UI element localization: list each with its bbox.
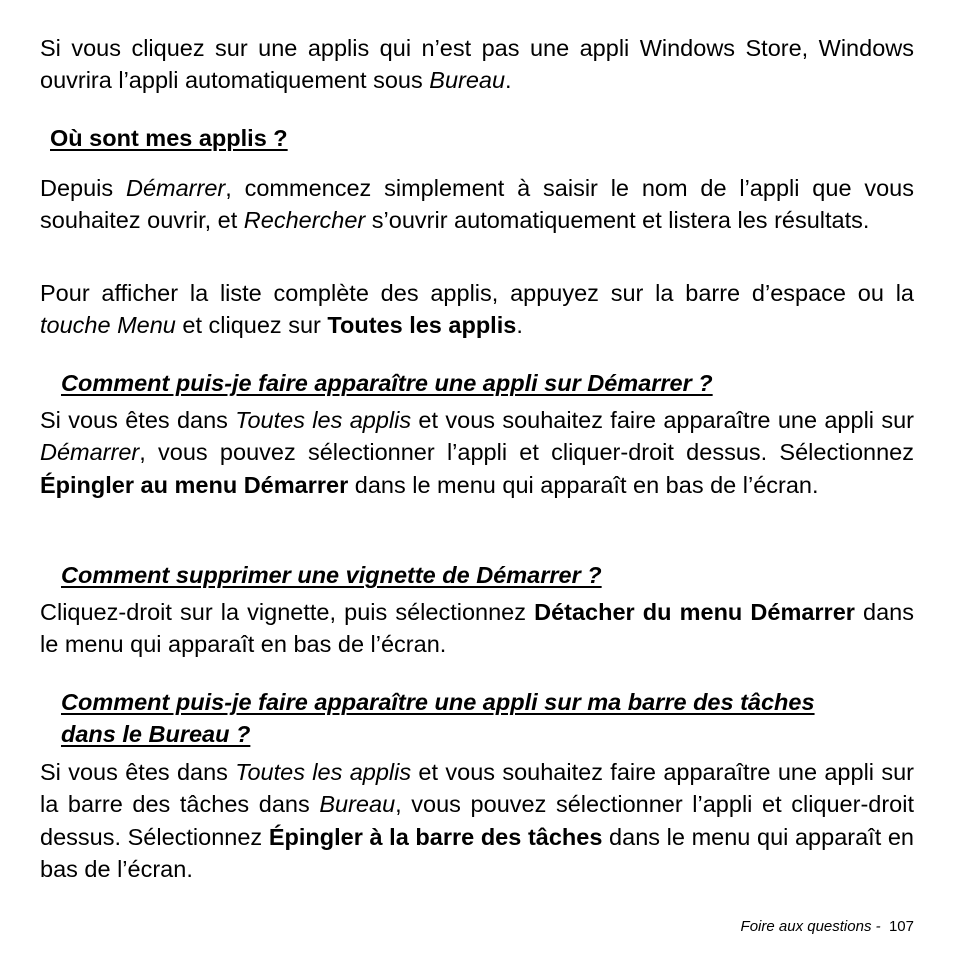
q1-emphasis-demarrer: Démarrer (40, 439, 140, 466)
q3-text-1: Si vous êtes dans (40, 759, 236, 785)
question-1-answer (40, 404, 914, 501)
search-emphasis-rechercher: Rechercher (243, 207, 366, 234)
question-1-title: Comment puis-je faire apparaître une appli sur Démarrer ? (61, 370, 713, 396)
intro-text-1: Si vous cliquez sur une applis qui n’est pas une appli Windows Store, Windows ouvrira l’appli automatiquement sous (40, 35, 914, 94)
question-2-title: Comment supprimer une vignette de Démarrer ? (61, 562, 602, 588)
q1-bold-epingler-au-menu: Épingler au menu Démarrer (40, 471, 349, 498)
q3-emphasis-toutes-les-applis: Toutes les applis (235, 759, 412, 785)
q3-title-line-1: Comment puis-je faire apparaître une appli sur ma barre des tâches (61, 689, 815, 715)
list-text-1: Pour afficher la liste complète des applis, appuyez sur la barre d’espace ou la (40, 280, 914, 306)
list-emphasis-touche-menu: touche Menu (40, 312, 176, 339)
q3-text-2: et vous souhaitez faire apparaître une appli sur la barre des tâches dans (40, 759, 914, 818)
question-3-title (61, 686, 881, 751)
q1-text-4: dans le menu qui apparaît en bas de l’écran. (348, 471, 819, 498)
q2-text-1: Cliquez-droit sur la vignette, puis sélectionnez (40, 599, 535, 625)
q3-text-3: , vous pouvez sélectionner l’appli et cliquer-droit dessus. Sélectionnez (40, 791, 914, 850)
q3-emphasis-bureau: Bureau (319, 791, 396, 818)
q1-text-2: et vous souhaitez faire apparaître une appli sur (411, 407, 914, 433)
q1-emphasis-toutes-les-applis: Toutes les applis (235, 407, 412, 433)
q2-bold-detacher-du-menu: Détacher du menu Démarrer (534, 599, 855, 625)
search-text-1: Depuis (40, 175, 126, 201)
page-footer (741, 917, 914, 937)
q3-title-line-2: dans le Bureau ? (61, 721, 251, 748)
search-emphasis-demarrer: Démarrer (126, 175, 226, 201)
q1-text-1: Si vous êtes dans (40, 407, 236, 433)
search-paragraph (40, 172, 914, 237)
list-text-3: . (516, 312, 523, 339)
question-2-answer (40, 596, 914, 661)
list-bold-toutes-les-applis: Toutes les applis (327, 312, 517, 339)
section-title: Où sont mes applis ? (50, 125, 288, 151)
footer-section-name: Foire aux questions - (740, 918, 881, 935)
intro-emphasis-bureau: Bureau (429, 67, 506, 94)
page-number: 107 (888, 918, 914, 935)
search-text-3: s’ouvrir automatiquement et listera les résultats. (365, 207, 870, 234)
q2-text-2: dans le menu qui apparaît en bas de l’écran. (40, 599, 914, 658)
list-paragraph (40, 277, 914, 342)
search-text-2: , commencez simplement à saisir le nom de l’appli que vous souhaitez ouvrir, et (40, 175, 914, 234)
q3-text-4: dans le menu qui apparaît en bas de l’écran. (40, 823, 914, 882)
q3-bold-epingler-barre-taches: Épingler à la barre des tâches (268, 823, 603, 850)
intro-paragraph (40, 32, 914, 97)
list-text-2: et cliquez sur (175, 312, 328, 339)
intro-text-2: . (505, 67, 512, 94)
question-3-answer (40, 756, 914, 885)
q1-text-3: , vous pouvez sélectionner l’appli et cliquer-droit dessus. Sélectionnez (139, 439, 914, 466)
